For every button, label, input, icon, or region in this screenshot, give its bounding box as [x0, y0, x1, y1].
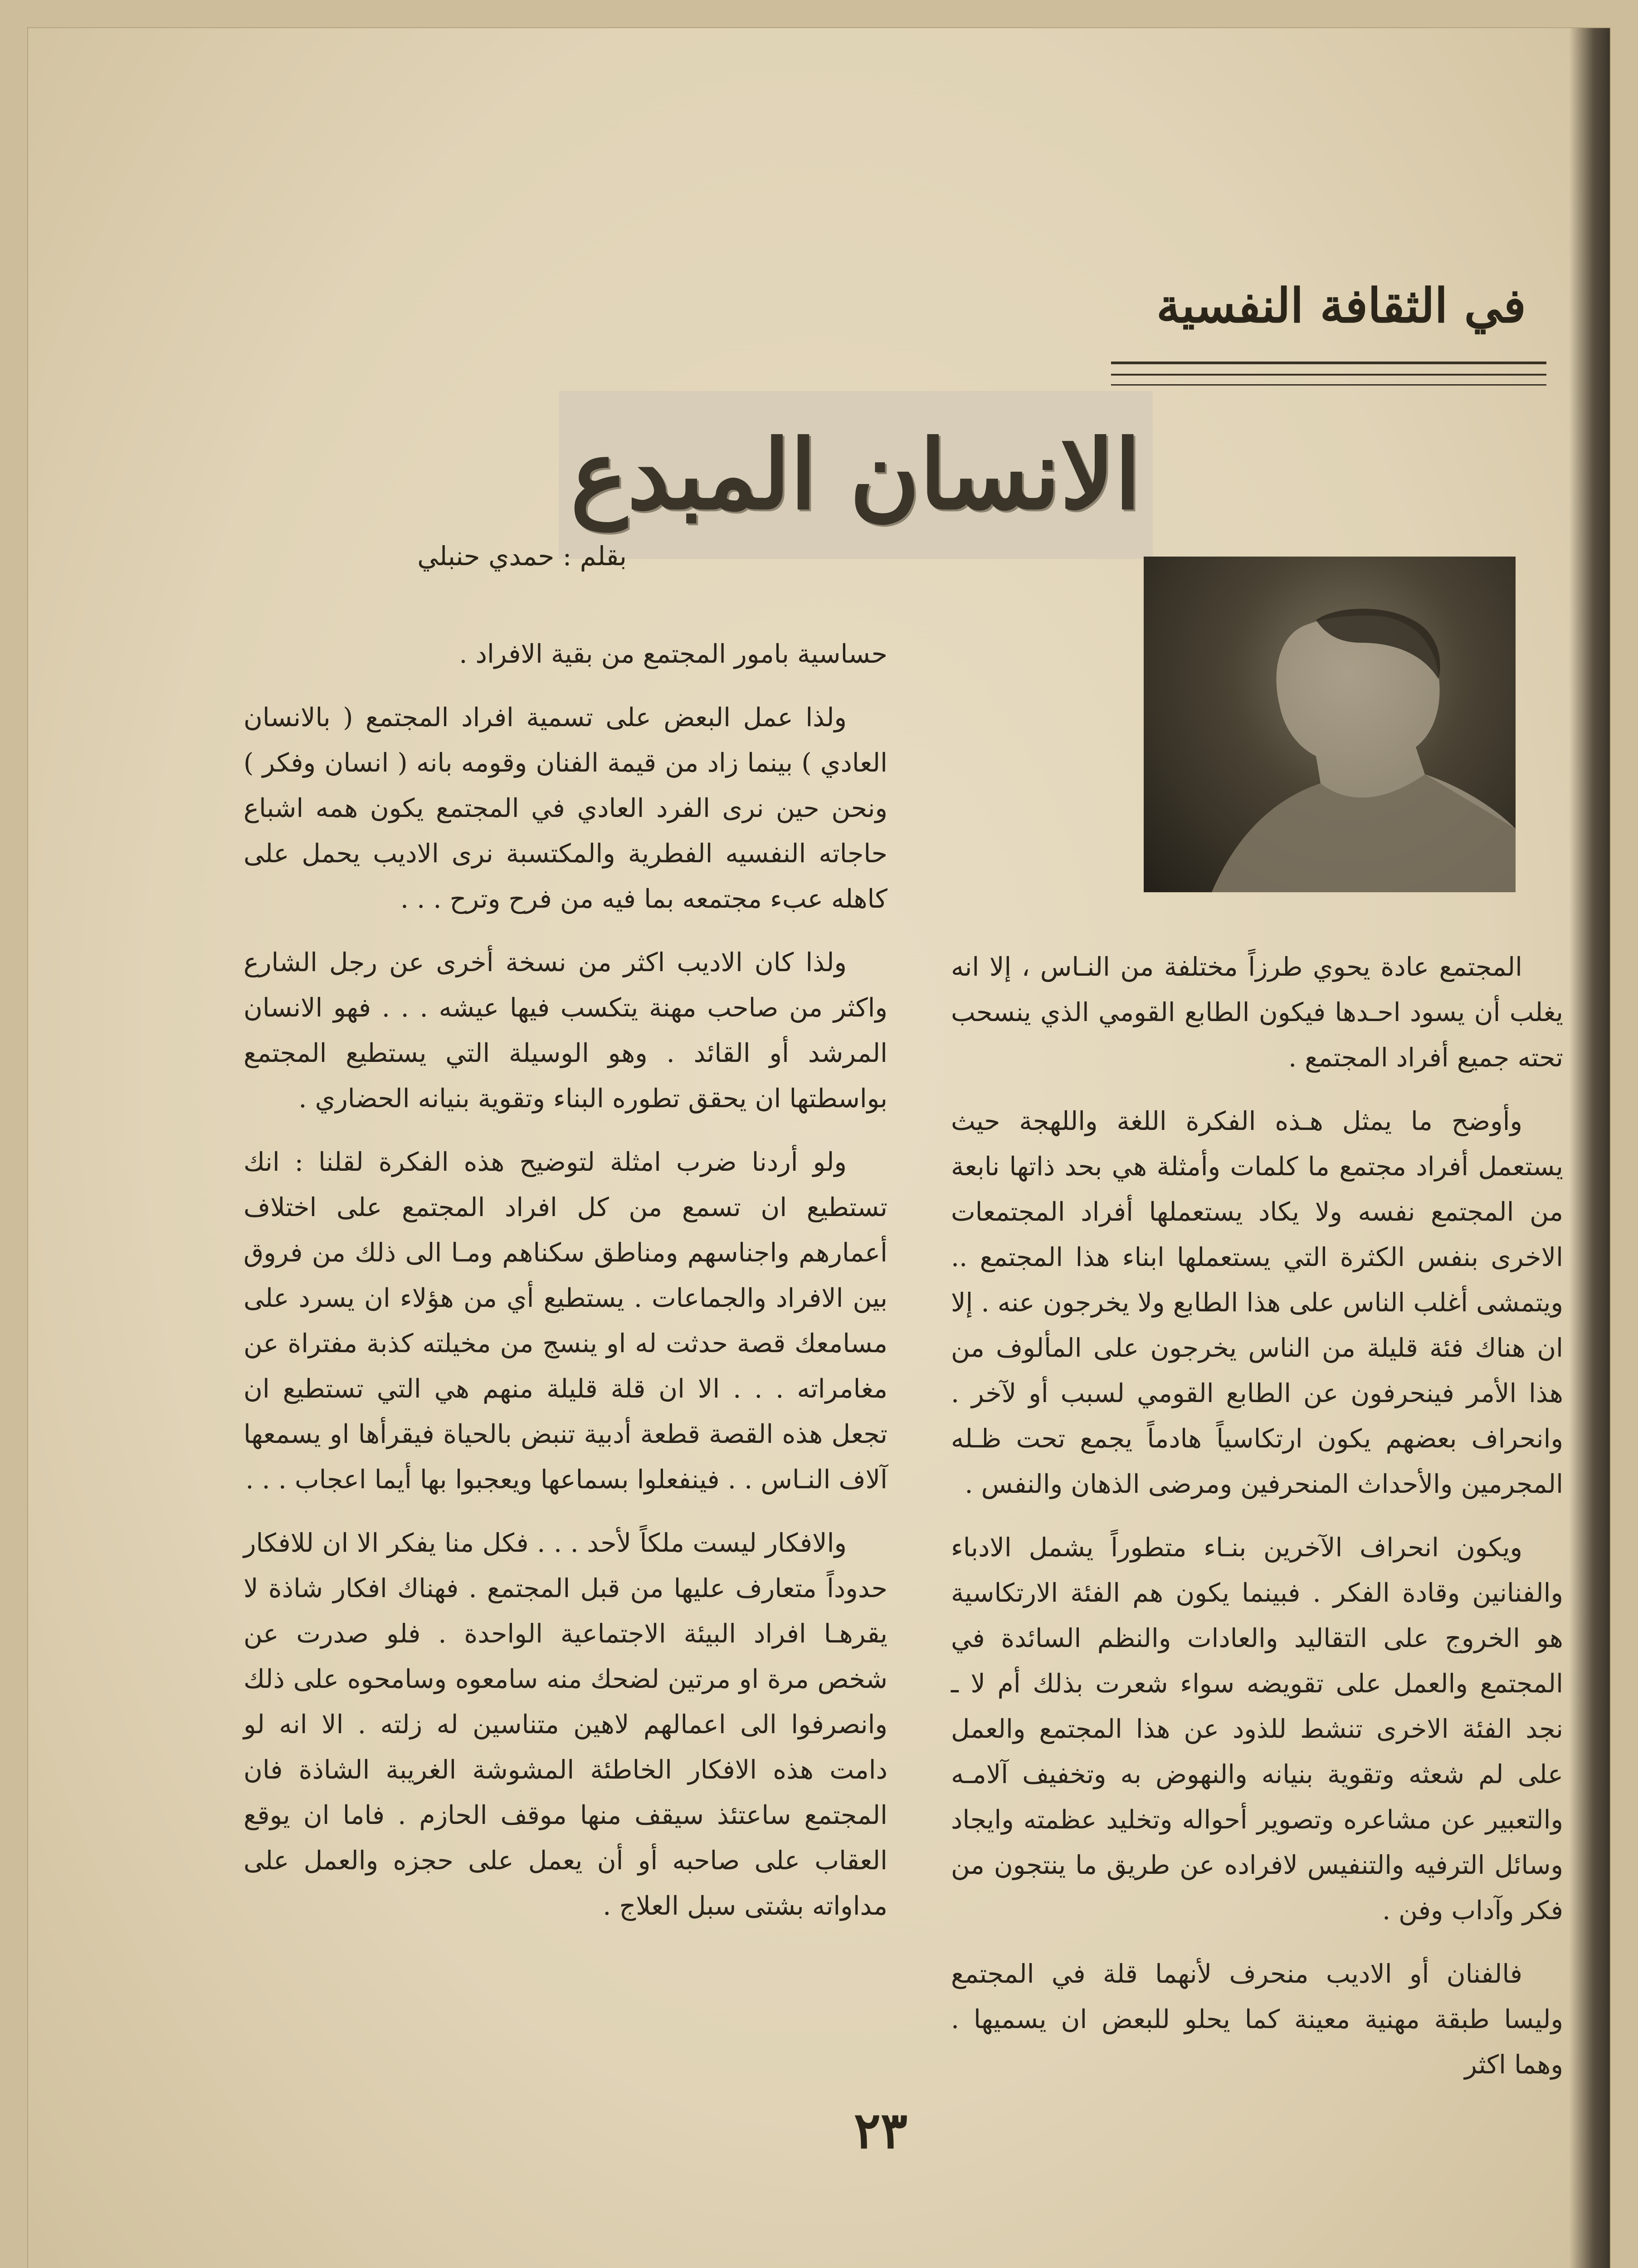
- paragraph: ولو أردنا ضرب امثلة لتوضيح هذه الفكرة لقلنا : انك تستطيع ان تسمع من كل افراد المجتمع على اختلاف أعمارهم واجناسهم ومناطق سكناهم ومـا الى ذلك من فروق بين الافراد والجماعات . يستطيع أي من هؤلاء ان يسرد على مسامعك قصة حدثت له او ينسج من مخيلته كذبة مفتراة عن مغامراته . . . الا ان قلة قليلة منهم هي التي تستطيع ان تجعل هذه القصة قطعة أدبية تنبض بالحياة فيقرأها او يسمعها آلاف النـاس . . فينفعلوا بسماعها ويعجبوا بها أيما اعجاب . . .: [244, 1147, 887, 1495]
- paragraph: حساسية بامور المجتمع من بقية الافراد .: [459, 639, 887, 669]
- paragraph: المجتمع عادة يحوي طرزاً مختلفة من النـاس ، إلا انه يغلب أن يسود احـدها فيكون الطابع القومي الذي ينسحب تحته جميع أفراد المجتمع .: [951, 952, 1563, 1073]
- paragraph: والافكار ليست ملكاً لأحد . . . فكل منا يفكر الا ان للافكار حدوداً متعارف عليها من قبل المجتمع . فهناك افكار شاذة لا يقرهـا افراد البيئة الاجتماعية الواحدة . فلو صدرت عن شخص مرة او مرتين لضحك منه سامعوه وسامحوه على ذلك وانصرفوا الى اعمالهم لاهين متناسين له زلته . الا انه لو دامت هذه الافكار الخاطئة المشوشة الغريبة الشاذة فان المجتمع ساعتئذ سيقف منها موقف الحازم . فاما ان يوقع العقاب على صاحبه أو أن يعمل على حجزه والعمل على مداواته بشتى سبل العلاج .: [244, 1528, 887, 1921]
- article-title: الانسان المبدع: [570, 419, 1141, 531]
- paragraph: ويكون انحراف الآخرين بنـاء متطوراً يشمل الادباء والفنانين وقادة الفكر . فبينما يكون هم الفئة الارتكاسية هو الخروج على التقاليد والعادات والنظم السائدة في المجتمع والعمل على تقويضه سواء شعرت بذلك أم لا ـ نجد الفئة الاخرى تنشط للذود عن هذا المجتمع والعمل على لم شعثه وتقوية بنيانه والنهوض به وتخفيف آلامـه والتعبير عن مشاعره وتصوير أحواله وتخليد عظمته وايجاد وسائل الترفيه والتنفيس لافراده عن طريق ما ينتجون من فكر وآداب وفن .: [951, 1533, 1563, 1926]
- paragraph: ولذا عمل البعض على تسمية افراد المجتمع ( بالانسان العادي ) بينما زاد من قيمة الفنان وقومه بانه ( انسان وفكر ) ونحن حين نرى الفرد العادي في المجتمع يكون همه اشباع حاجاته النفسيه الفطرية والمكتسبة نرى الاديب يحمل على كاهله عبء مجتمعه بما فيه من فرح وترح . . .: [244, 703, 887, 914]
- page-edge-shadow: [1569, 28, 1610, 2268]
- page-number: ٢٣: [853, 2101, 908, 2160]
- heading-rule: [1111, 384, 1546, 386]
- left-text-column: [244, 631, 887, 1947]
- magazine-page: [27, 27, 1611, 2268]
- section-heading: في الثقافة النفسية: [1156, 278, 1526, 333]
- paragraph: فالفنان أو الاديب منحرف لأنهما قلة في المجتمع وليسا طبقة مهنية معينة كما يحلو للبعض ان يسميها . وهما اكثر: [951, 1959, 1563, 2080]
- article-title-banner: [559, 391, 1153, 559]
- right-text-column: [951, 944, 1563, 2106]
- portrait-photo: [1144, 557, 1516, 892]
- author-byline: بقلم : حمدي حنبلي: [417, 541, 627, 572]
- heading-rule: [1111, 362, 1546, 364]
- paragraph: ولذا كان الاديب اكثر من نسخة أخرى عن رجل الشارع واكثر من صاحب مهنة يتكسب فيها عيشه . . . فهو الانسان المرشد أو القائد . وهو الوسيلة التي يستطيع المجتمع بواسطتها ان يحقق تطوره البناء وتقوية بنيانه الحضاري .: [244, 948, 887, 1114]
- heading-rule: [1111, 374, 1546, 376]
- portrait-photo-icon: [1144, 557, 1516, 892]
- paragraph: وأوضح ما يمثل هـذه الفكرة اللغة واللهجة حيث يستعمل أفراد مجتمع ما كلمات وأمثلة هي بحد ذاتها نابعة من المجتمع نفسه ولا يكاد يستعملها أفراد المجتمعات الاخرى بنفس الكثرة التي يستعملها ابناء هذا المجتمع .. ويتمشى أغلب الناس على هذا الطابع ولا يخرجون عنه . إلا ان هناك فئة قليلة من الناس يخرجون على المألوف من هذا الأمر فينحرفون عن الطابع القومي لسبب أو لآخر . وانحراف بعضهم يكون ارتكاسياً هادماً يجمع تحت ظـله المجرمين والأحداث المنحرفين ومرضى الذهان والنفس .: [951, 1106, 1563, 1499]
